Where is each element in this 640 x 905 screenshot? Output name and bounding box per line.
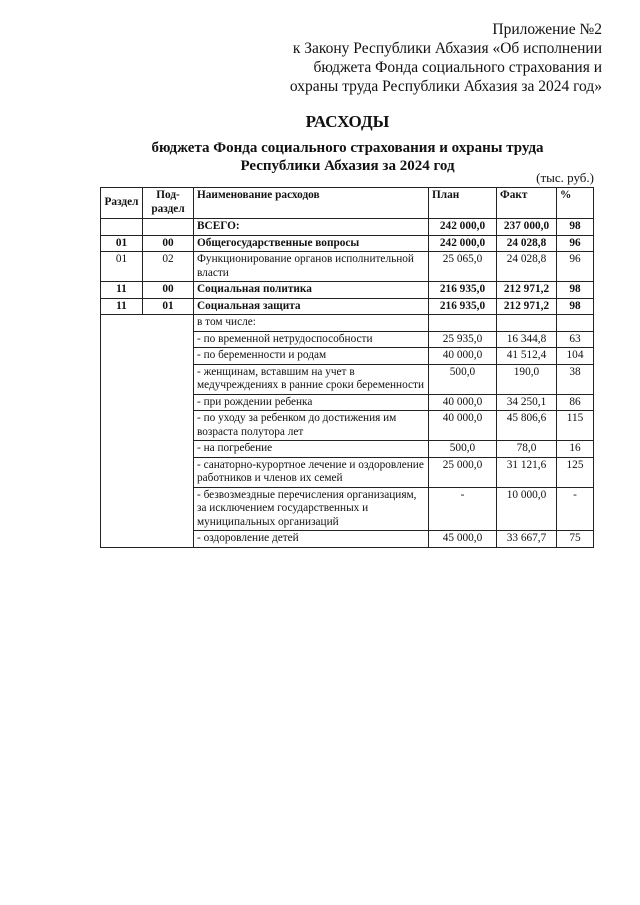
subsection-cell: [143, 219, 194, 236]
plan-cell: 40 000,0: [429, 411, 497, 441]
including-label: в том числе:: [194, 315, 429, 332]
fact-cell: 212 971,2: [497, 282, 557, 299]
table-row: [101, 219, 594, 236]
pct-cell: 75: [557, 531, 594, 548]
plan-cell: 40 000,0: [429, 348, 497, 365]
pct-cell: 104: [557, 348, 594, 365]
plan-cell: 25 935,0: [429, 331, 497, 348]
plan-cell: 216 935,0: [429, 282, 497, 299]
fact-cell: [497, 315, 557, 332]
pct-cell: 115: [557, 411, 594, 441]
col-header-fact: Факт: [497, 188, 557, 219]
fact-cell: 16 344,8: [497, 331, 557, 348]
name-cell: Социальная политика: [194, 282, 429, 299]
plan-cell: 25 065,0: [429, 252, 497, 282]
fact-cell: 34 250,1: [497, 394, 557, 411]
pct-cell: 98: [557, 219, 594, 236]
name-cell: - по временной нетрудоспособности: [194, 331, 429, 348]
subsection-cell: 01: [143, 298, 194, 315]
header-line: Приложение №2: [492, 21, 602, 38]
name-cell: - санаторно-курортное лечение и оздоровление работников и членов их семей: [194, 457, 429, 487]
name-cell: ВСЕГО:: [194, 219, 429, 236]
col-header-pct: %: [557, 188, 594, 219]
table-row: [101, 235, 594, 252]
plan-cell: 40 000,0: [429, 394, 497, 411]
name-cell: - при рождении ребенка: [194, 394, 429, 411]
table-row: [101, 298, 594, 315]
pct-cell: 63: [557, 331, 594, 348]
pct-cell: 96: [557, 235, 594, 252]
fact-cell: 24 028,8: [497, 235, 557, 252]
fact-cell: 45 806,6: [497, 411, 557, 441]
plan-cell: 242 000,0: [429, 235, 497, 252]
section-cell: 01: [101, 252, 143, 282]
name-cell: Функционирование органов исполнительной власти: [194, 252, 429, 282]
pct-cell: [557, 315, 594, 332]
appendix-header: [290, 20, 602, 96]
name-cell: - женщинам, вставшим на учет в медучреждениях в ранние сроки беременности: [194, 364, 429, 394]
section-cell: 11: [101, 282, 143, 299]
table-header-row: [101, 188, 594, 219]
col-header-section: Раздел: [101, 188, 143, 219]
subsection-cell: 02: [143, 252, 194, 282]
pct-cell: 96: [557, 252, 594, 282]
section-cell: [101, 219, 143, 236]
pct-cell: 98: [557, 298, 594, 315]
plan-cell: [429, 315, 497, 332]
fact-cell: 31 121,6: [497, 457, 557, 487]
name-cell: Социальная защита: [194, 298, 429, 315]
name-cell: - оздоровление детей: [194, 531, 429, 548]
unit-label: (тыс. руб.): [536, 170, 594, 185]
fact-cell: 78,0: [497, 441, 557, 458]
name-cell: - безвозмездные перечисления организациям, за исключением государственных и муниципальных организаций: [194, 487, 429, 531]
name-cell: - по беременности и родам: [194, 348, 429, 365]
table-row: [101, 282, 594, 299]
fact-cell: 41 512,4: [497, 348, 557, 365]
header-line: к Закону Республики Абхазия «Об исполнении: [292, 40, 602, 57]
plan-cell: 242 000,0: [429, 219, 497, 236]
name-cell: - на погребение: [194, 441, 429, 458]
section-cell: 11: [101, 298, 143, 315]
pct-cell: 125: [557, 457, 594, 487]
plan-cell: 45 000,0: [429, 531, 497, 548]
subtitle-line: Республики Абхазия за 2024 год: [240, 158, 455, 174]
pct-cell: -: [557, 487, 594, 531]
expenses-table: [100, 187, 594, 548]
pct-cell: 98: [557, 282, 594, 299]
table-row: [101, 252, 594, 282]
plan-cell: 25 000,0: [429, 457, 497, 487]
subsection-cell: 00: [143, 282, 194, 299]
plan-cell: -: [429, 487, 497, 531]
pct-cell: 38: [557, 364, 594, 394]
section-cell: 01: [101, 235, 143, 252]
name-cell: - по уходу за ребенком до достижения им возраста полутора лет: [194, 411, 429, 441]
fact-cell: 190,0: [497, 364, 557, 394]
plan-cell: 500,0: [429, 364, 497, 394]
col-header-name: Наименование расходов: [194, 188, 429, 219]
plan-cell: 500,0: [429, 441, 497, 458]
pct-cell: 16: [557, 441, 594, 458]
fact-cell: 212 971,2: [497, 298, 557, 315]
fact-cell: 33 667,7: [497, 531, 557, 548]
name-cell: Общегосударственные вопросы: [194, 235, 429, 252]
plan-cell: 216 935,0: [429, 298, 497, 315]
fact-cell: 24 028,8: [497, 252, 557, 282]
pct-cell: 86: [557, 394, 594, 411]
subtitle-line: бюджета Фонда социального страхования и охраны труда: [151, 140, 544, 156]
fact-cell: 237 000,0: [497, 219, 557, 236]
header-line: бюджета Фонда социального страхования и: [313, 59, 602, 76]
document-title: РАСХОДЫ: [305, 112, 390, 131]
table-row: [101, 315, 594, 332]
blank-merged-cell: [101, 315, 194, 548]
col-header-subsection: Под-раздел: [143, 188, 194, 219]
fact-cell: 10 000,0: [497, 487, 557, 531]
col-header-plan: План: [429, 188, 497, 219]
subsection-cell: 00: [143, 235, 194, 252]
header-line: охраны труда Республики Абхазия за 2024 год»: [289, 78, 602, 95]
